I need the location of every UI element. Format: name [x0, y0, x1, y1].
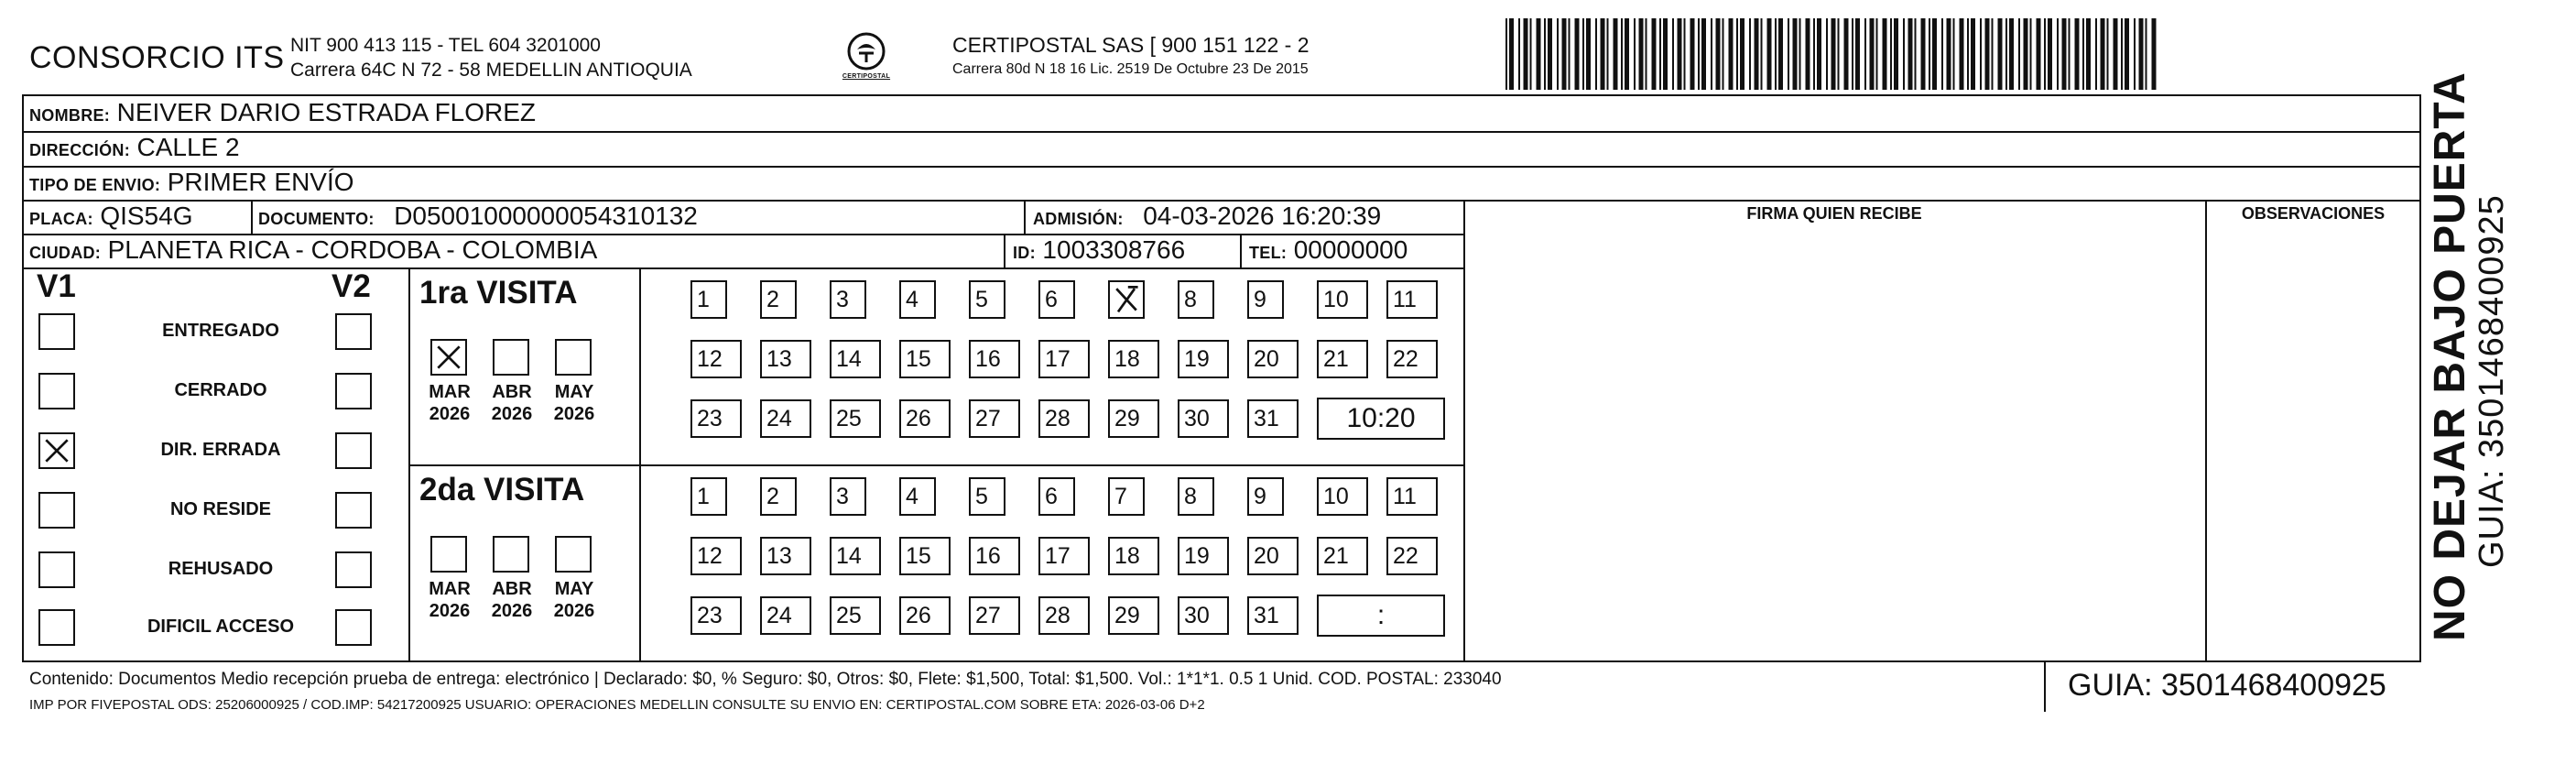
barcode-bar	[1960, 18, 1964, 90]
barcode-bar	[2030, 18, 2032, 90]
barcode-bar	[1557, 18, 1559, 90]
status-v1-checkbox[interactable]	[38, 373, 75, 409]
visit-day-box[interactable]: 27	[969, 596, 1020, 635]
barcode-bar	[2146, 18, 2147, 90]
barcode-bar	[2024, 18, 2028, 90]
status-v2-checkbox[interactable]	[335, 609, 372, 646]
company-address-line: Carrera 64C N 72 - 58 MEDELLIN ANTIOQUIA	[290, 60, 692, 81]
visit-day-box[interactable]: 25	[830, 596, 881, 635]
visit-day-box[interactable]: 31	[1247, 596, 1299, 635]
barcode-bar	[1831, 18, 1836, 90]
visit-day-box[interactable]: 27	[969, 399, 1020, 438]
nombre-label: NOMBRE:	[29, 106, 111, 125]
barcode-bar	[1749, 18, 1751, 90]
barcode-bar	[1767, 18, 1772, 90]
barcode-bar	[1601, 18, 1605, 90]
visit-month-name: ABR	[492, 382, 532, 402]
visit-day-box[interactable]: 19	[1178, 537, 1229, 575]
barcode-bar	[1652, 18, 1657, 90]
visit-day-box[interactable]: 13	[760, 340, 811, 378]
visit-day-box[interactable]: 10	[1317, 477, 1368, 516]
visit-day-box[interactable]: 25	[830, 399, 881, 438]
visit-day-box[interactable]: 18	[1108, 537, 1159, 575]
barcode-bar	[1870, 18, 1875, 90]
status-v2-checkbox[interactable]	[335, 313, 372, 350]
barcode-bar	[1509, 18, 1514, 90]
visit-day-box[interactable]: 5	[969, 280, 1005, 319]
barcode-bar	[2134, 18, 2136, 90]
barcode-bar	[2139, 18, 2144, 90]
barcode-bar	[1530, 18, 1532, 90]
visit-day-box[interactable]: 21	[1317, 537, 1368, 575]
barcode-bar	[1582, 18, 1584, 90]
status-label: ENTREGADO	[162, 321, 279, 341]
barcode-bar	[1634, 18, 1636, 90]
barcode-bar	[1864, 18, 1866, 90]
status-v1-checkbox[interactable]	[38, 313, 75, 350]
visit-day-box[interactable]: 20	[1247, 340, 1299, 378]
barcode-bar	[1524, 18, 1528, 90]
side-guia-number: GUIA: 3501468400925	[2473, 194, 2511, 568]
barcode-bar	[1890, 18, 1892, 90]
visit-month-year: 2026	[429, 404, 471, 424]
status-label: NO RESIDE	[169, 499, 272, 519]
visit-month-year: 2026	[491, 601, 533, 621]
status-label: DIFICIL ACCESO	[147, 617, 294, 637]
visit-day-box[interactable]: 30	[1178, 596, 1229, 635]
barcode-bar	[1998, 18, 2003, 90]
status-v2-checkbox[interactable]	[335, 492, 372, 529]
barcode-bar	[1844, 18, 1849, 90]
barcode-bar	[1548, 18, 1552, 90]
placa-value: QIS54G	[100, 202, 193, 230]
barcode-bar	[1729, 18, 1734, 90]
footer-content-line: Contenido: Documentos Medio recepción prueba de entrega: electrónico | Declarado: $0, % Seguro: $0, Otros: $0, Flete: $1,500, Total: $1,500. Vol.: 1*1*1. 0.5 1 Unid. COD. POSTAL: 233040	[29, 670, 1502, 689]
barcode-bar	[2069, 18, 2071, 90]
barcode-bar	[1698, 18, 1700, 90]
barcode-bar	[1908, 18, 1913, 90]
visit-label: 2da VISITA	[419, 472, 585, 508]
visit-day-box[interactable]: 3	[830, 477, 866, 516]
nombre-field	[29, 98, 536, 127]
barcode-bar	[1711, 18, 1712, 90]
barcode-bar	[1985, 18, 1990, 90]
visit-label: 1ra VISITA	[419, 275, 578, 311]
visit-day-box[interactable]: 9	[1247, 477, 1284, 516]
status-v1-checkbox[interactable]	[38, 432, 75, 469]
barcode-bar	[2125, 18, 2129, 90]
visit-day-box[interactable]: 4	[899, 280, 936, 319]
id-label: ID:	[1013, 244, 1036, 262]
visit-day-box[interactable]: 21	[1317, 340, 1368, 378]
visit-day-box[interactable]: 23	[690, 399, 742, 438]
barcode-bar	[1740, 18, 1745, 90]
observaciones-header: OBSERVACIONES	[2241, 204, 2386, 223]
barcode-bar	[2037, 18, 2041, 90]
ciudad-label: CIUDAD:	[29, 244, 102, 262]
barcode-bar	[2057, 18, 2059, 90]
tel-value: 00000000	[1293, 235, 1408, 264]
visit-time-box[interactable]: :	[1317, 595, 1445, 637]
visit-day-box[interactable]: 15	[899, 537, 951, 575]
barcode-bar	[1575, 18, 1580, 90]
placa-field	[29, 202, 192, 231]
barcode-bar	[2044, 18, 2046, 90]
visit-day-box[interactable]: 9	[1247, 280, 1284, 319]
visit-day-box[interactable]: 17	[1038, 340, 1090, 378]
barcode-bar	[1806, 18, 1810, 90]
visit-day-box[interactable]: 28	[1038, 596, 1090, 635]
barcode-bar	[2095, 18, 2097, 90]
visit-day-box[interactable]: 22	[1386, 537, 1438, 575]
visit-month-checkbox[interactable]	[493, 339, 529, 376]
visit-month-label	[421, 578, 478, 622]
direccion-label: DIRECCIÓN:	[29, 141, 130, 159]
barcode-bar	[1755, 18, 1759, 90]
placa-label: PLACA:	[29, 210, 93, 228]
visit-day-box[interactable]: 6	[1038, 280, 1075, 319]
barcode-bar	[1876, 18, 1878, 90]
visit-month-checkbox[interactable]	[430, 339, 467, 376]
visit-month-name: MAY	[554, 382, 594, 402]
admision-field	[1033, 202, 1381, 231]
status-label: CERRADO	[174, 380, 267, 400]
certipostal-logo	[830, 31, 903, 95]
barcode-bar	[1595, 18, 1597, 90]
barcode-bar	[1788, 18, 1789, 90]
status-v2-checkbox[interactable]	[335, 373, 372, 409]
visit-day-box[interactable]: 26	[899, 596, 951, 635]
barcode-bar	[1607, 18, 1609, 90]
visit-day-box[interactable]: 14	[830, 537, 881, 575]
footer-print-line: IMP POR FIVEPOSTAL ODS: 25206000925 / COD.IMP: 54217200925 USUARIO: OPERACIONES MEDELLIN CONSULTE SU ENVIO EN: CERTIPOSTAL.COM SOBRE ETA: 2026-03-06 D+2	[29, 697, 1205, 713]
barcode-bar	[1621, 18, 1623, 90]
barcode-bar	[1569, 18, 1571, 90]
status-v1-checkbox[interactable]	[38, 492, 75, 529]
barcode-bar	[2152, 18, 2157, 90]
barcode-bar	[2121, 18, 2123, 90]
documento-field	[258, 202, 698, 231]
direccion-value: CALLE 2	[136, 133, 240, 161]
barcode-bar	[1947, 18, 1951, 90]
visit-month-checkbox[interactable]	[555, 339, 592, 376]
barcode-bar	[2018, 18, 2020, 90]
visit-day-box[interactable]: 12	[690, 537, 742, 575]
visit-month-year: 2026	[429, 601, 471, 621]
visit-month-name: MAY	[554, 579, 594, 599]
visit-month-label	[421, 381, 478, 425]
status-v1-checkbox[interactable]	[38, 551, 75, 588]
barcode-bar	[1701, 18, 1706, 90]
footer-guia: GUIA: 3501468400925	[2044, 660, 2421, 712]
barcode-bar	[1625, 18, 1629, 90]
admision-value: 04-03-2026 16:20:39	[1143, 202, 1382, 230]
barcode-bar	[2075, 18, 2080, 90]
barcode-bar	[2101, 18, 2105, 90]
status-v2-checkbox[interactable]	[335, 551, 372, 588]
barcode	[1502, 18, 2161, 90]
visit-month-year: 2026	[491, 404, 533, 424]
visit-day-box[interactable]: 17	[1038, 537, 1090, 575]
barcode-bar	[1929, 18, 1930, 90]
company-nit-line: NIT 900 413 115 - TEL 604 3201000	[290, 35, 601, 56]
visit-day-box[interactable]: 28	[1038, 399, 1090, 438]
barcode-bar	[1775, 18, 1777, 90]
visit-day-box[interactable]: 1	[690, 280, 727, 319]
visit-day-box[interactable]: 8	[1178, 477, 1214, 516]
barcode-bar	[1639, 18, 1644, 90]
visit-day-box[interactable]: 20	[1247, 537, 1299, 575]
visit-day-box[interactable]: 11	[1386, 280, 1438, 319]
visit-month-label	[484, 578, 540, 622]
visit-day-box[interactable]: 2	[760, 280, 797, 319]
visit-day-box[interactable]: 24	[760, 596, 811, 635]
barcode-bar	[1505, 18, 1507, 90]
barcode-bar	[1537, 18, 1541, 90]
barcode-bar	[1672, 18, 1674, 90]
barcode-bar	[1941, 18, 1943, 90]
visit-month-label	[484, 381, 540, 425]
no-dejar-bajo-puerta: NO DEJAR BAJO PUERTA	[2426, 71, 2474, 641]
barcode-bar	[1894, 18, 1898, 90]
barcode-bar	[2114, 18, 2118, 90]
barcode-bar	[1659, 18, 1661, 90]
barcode-bar	[1518, 18, 1520, 90]
firma-header: FIRMA QUIEN RECIBE	[1746, 204, 1922, 223]
visit-month-checkbox[interactable]	[555, 536, 592, 573]
visit-day-box[interactable]: 18	[1108, 340, 1159, 378]
barcode-bar	[2107, 18, 2109, 90]
visit-day-box[interactable]: 19	[1178, 340, 1229, 378]
barcode-bar	[1932, 18, 1937, 90]
documento-label: DOCUMENTO:	[258, 210, 375, 228]
barcode-bar	[1723, 18, 1724, 90]
barcode-bar	[1684, 18, 1686, 90]
barcode-bar	[2048, 18, 2052, 90]
visit-day-box[interactable]: 11	[1386, 477, 1438, 516]
barcode-bar	[1678, 18, 1682, 90]
barcode-bar	[2009, 18, 2014, 90]
barcode-bar	[1544, 18, 1546, 90]
visit-day-box[interactable]: 13	[760, 537, 811, 575]
visit-day-box[interactable]: 4	[899, 477, 936, 516]
visit-day-box[interactable]: 26	[899, 399, 951, 438]
barcode-bar	[1855, 18, 1860, 90]
visit-month-name: MAR	[429, 382, 471, 402]
visit-day-box[interactable]: 22	[1386, 340, 1438, 378]
visit-month-year: 2026	[553, 404, 595, 424]
barcode-bar	[1761, 18, 1763, 90]
v2-label: V2	[332, 268, 371, 304]
barcode-bar	[1614, 18, 1618, 90]
visit-day-box[interactable]: 7	[1108, 477, 1145, 516]
visit-day-box[interactable]	[1108, 280, 1145, 319]
tel-label: TEL:	[1249, 244, 1288, 262]
barcode-bar	[1903, 18, 1905, 90]
certipostal-logo-icon	[846, 31, 886, 71]
ciudad-field	[29, 235, 597, 265]
barcode-bar	[1921, 18, 1926, 90]
visit-day-box[interactable]: 1	[690, 477, 727, 516]
visit-day-box[interactable]: 14	[830, 340, 881, 378]
tipo-envio-value: PRIMER ENVÍO	[167, 168, 354, 196]
certipostal-name: CERTIPOSTAL SAS [ 900 151 122 - 2	[952, 33, 1310, 57]
visit-day-box[interactable]: 29	[1108, 596, 1159, 635]
barcode-bar	[1716, 18, 1721, 90]
direccion-field	[29, 133, 240, 162]
status-label: DIR. ERRADA	[160, 440, 281, 460]
visit-month-name: MAR	[429, 579, 471, 599]
visit-day-box[interactable]: 30	[1178, 399, 1229, 438]
barcode-bar	[1813, 18, 1815, 90]
barcode-bar	[1799, 18, 1801, 90]
barcode-bar	[1992, 18, 1994, 90]
barcode-bar	[2086, 18, 2091, 90]
id-value: 1003308766	[1042, 235, 1186, 264]
company-info	[290, 33, 692, 82]
v1-label: V1	[37, 268, 76, 304]
id-field	[1013, 235, 1185, 265]
barcode-bar	[1646, 18, 1647, 90]
logo-text: CERTIPOSTAL	[842, 73, 891, 80]
visit-month-label	[546, 578, 603, 622]
barcode-bar	[1852, 18, 1853, 90]
visit-day-box[interactable]: 31	[1247, 399, 1299, 438]
admision-label: ADMISIÓN:	[1033, 210, 1124, 228]
certipostal-info	[952, 33, 1310, 78]
barcode-bar	[1562, 18, 1567, 90]
status-label: REHUSADO	[168, 559, 274, 579]
barcode-bar	[1826, 18, 1828, 90]
barcode-bar	[1971, 18, 1975, 90]
barcode-bar	[1883, 18, 1887, 90]
ciudad-value: PLANETA RICA - CORDOBA - COLOMBIA	[107, 235, 598, 264]
visit-day-box[interactable]: 15	[899, 340, 951, 378]
documento-value: D05001000000054310132	[394, 202, 698, 230]
visit-day-box[interactable]: 29	[1108, 399, 1159, 438]
barcode-bar	[1663, 18, 1668, 90]
visit-day-box[interactable]: 16	[969, 340, 1020, 378]
visit-day-box[interactable]: 2	[760, 477, 797, 516]
visit-month-name: ABR	[492, 579, 532, 599]
status-v1-checkbox[interactable]	[38, 609, 75, 646]
visit-day-box[interactable]: 10	[1317, 280, 1368, 319]
visit-month-checkbox[interactable]	[430, 536, 467, 573]
barcode-bar	[1778, 18, 1783, 90]
status-v2-checkbox[interactable]	[335, 432, 372, 469]
barcode-bar	[1793, 18, 1798, 90]
visit-month-label	[546, 381, 603, 425]
company-name: CONSORCIO ITS	[29, 40, 285, 75]
visit-day-box[interactable]: 6	[1038, 477, 1075, 516]
visit-day-box[interactable]: 12	[690, 340, 742, 378]
tel-field	[1249, 235, 1408, 265]
visit-day-box[interactable]: 3	[830, 280, 866, 319]
barcode-bar	[1690, 18, 1695, 90]
visit-day-box[interactable]: 5	[969, 477, 1005, 516]
visit-month-checkbox[interactable]	[493, 536, 529, 573]
visit-day-box[interactable]: 8	[1178, 280, 1214, 319]
tipo-envio-label: TIPO DE ENVIO:	[29, 176, 161, 194]
barcode-bar	[1586, 18, 1591, 90]
visit-day-box[interactable]: 23	[690, 596, 742, 635]
visit-time-box[interactable]: 10:20	[1317, 398, 1445, 440]
barcode-bar	[1953, 18, 1955, 90]
barcode-bar	[1817, 18, 1821, 90]
nombre-value: NEIVER DARIO ESTRADA FLOREZ	[116, 98, 537, 126]
visit-month-year: 2026	[553, 601, 595, 621]
barcode-bar	[2082, 18, 2084, 90]
barcode-bar	[2062, 18, 2067, 90]
tipo-envio-field	[29, 168, 354, 197]
barcode-bar	[1980, 18, 1982, 90]
barcode-bar	[1736, 18, 1738, 90]
visit-day-box[interactable]: 24	[760, 399, 811, 438]
barcode-bar	[2005, 18, 2007, 90]
barcode-bar	[1915, 18, 1917, 90]
barcode-bar	[1967, 18, 1969, 90]
visit-day-box[interactable]: 16	[969, 537, 1020, 575]
barcode-bar	[1838, 18, 1840, 90]
certipostal-address: Carrera 80d N 18 16 Lic. 2519 De Octubre 23 De 2015	[952, 61, 1309, 77]
